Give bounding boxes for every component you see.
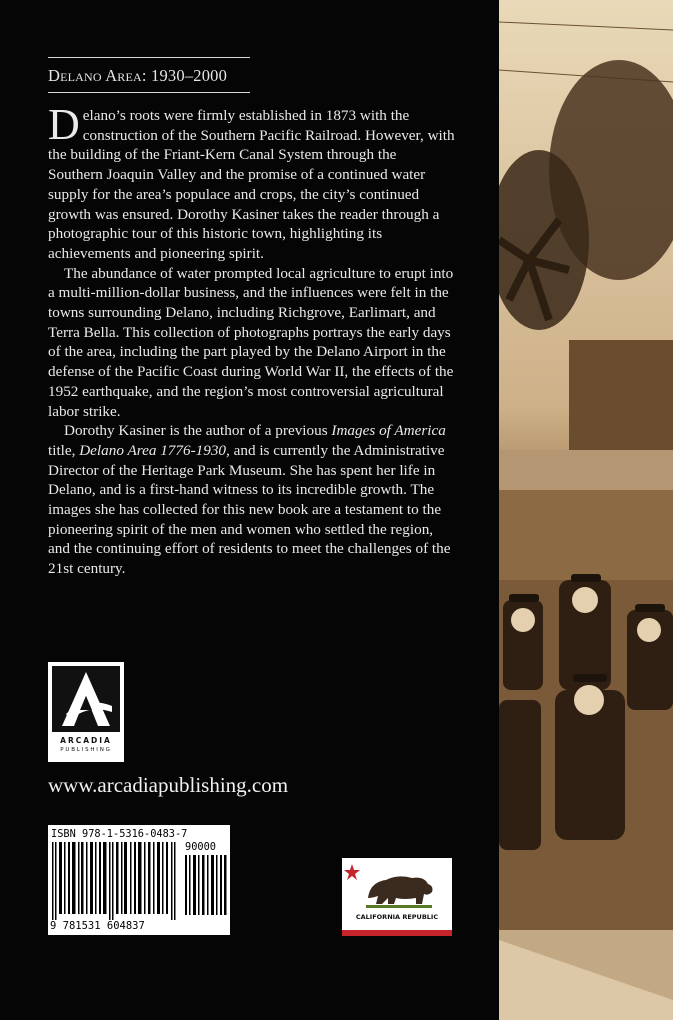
paragraph-2: The abundance of water prompted local agriculture to erupt into a multi-million-dollar business, and the influences were felt in the towns surrounding Delano, including Richgrove, Earlimart, and Terra Bella. This collection of photographs portrays the early days of the area, including the part played by the Delano Airport in the defense of the Pacific Coast during World War II, the effects of the 1952 earthquake, and the region’s most controversial agricultural labor strike. xyxy=(48,264,454,420)
arcadia-logo-icon xyxy=(48,662,124,762)
flag-stripe xyxy=(342,930,452,936)
barcode-bars xyxy=(50,842,180,920)
logo-name: ARCADIA xyxy=(60,736,112,745)
website-link[interactable]: www.arcadiapublishing.com xyxy=(48,773,289,797)
paragraph-1 xyxy=(48,100,455,264)
ean-digits: 9 781531 604837 xyxy=(50,920,145,932)
cover-photo xyxy=(499,0,673,1020)
blurb xyxy=(48,100,455,579)
flag-text: CALIFORNIA REPUBLIC xyxy=(355,913,439,921)
bottom-rule xyxy=(48,92,250,93)
logo-sub: PUBLISHING xyxy=(60,747,112,753)
isbn-barcode xyxy=(48,825,230,935)
paragraph-3 xyxy=(48,421,455,579)
arcadia-a-mark xyxy=(52,666,120,732)
flag-artwork xyxy=(342,858,452,914)
paragraph-3-part-a: Dorothy Kasiner is the author of a previous xyxy=(64,422,332,440)
drop-cap: D xyxy=(48,100,80,149)
series-name-italic: Images of America xyxy=(331,422,446,440)
paragraph-3-part-c: and is currently the Administrative Director of the Heritage Park Museum. She has spent her life in Delano, and is a first-hand witness to its incredible growth. The images she has collected for this new book are a testament to the pioneering spirit of the men and women who settled the region, and the continuing effort of residents to meet the challenges of the 21st century. xyxy=(48,441,451,578)
price-code: 90000 xyxy=(185,841,216,853)
isbn-text: ISBN 978-1-5316-0483-7 xyxy=(51,828,188,840)
paragraph-1-text: elano’s roots were firmly established in 1873 with the construction of the Southern Pacific Railroad. However, with the building of the Friant-Kern Canal System through the Southern Joaquin Valley and the promise of a continued water supply for the area’s populace and crops, the city’s continued growth was ensured. Dorothy Kasiner takes the reader through a photographic tour of this historic town, highlighting its achievements and pioneering spirit. xyxy=(48,107,455,262)
california-bear-flag-icon xyxy=(342,858,452,936)
top-rule xyxy=(48,57,250,58)
previous-title-italic: Delano Area 1776-1930, xyxy=(79,441,230,459)
paragraph-3-part-b: title, xyxy=(48,441,80,459)
series-title: Delano Area: 1930–2000 xyxy=(48,66,228,85)
price-barcode-bars xyxy=(184,855,228,915)
